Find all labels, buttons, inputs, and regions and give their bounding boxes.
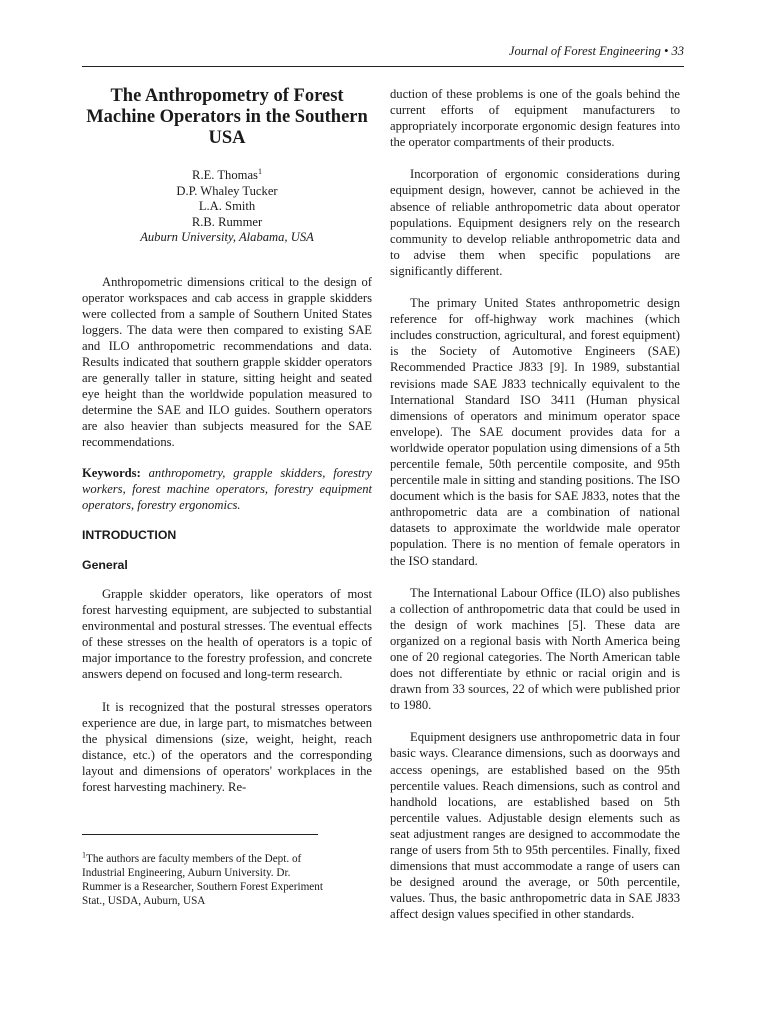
author-name: L.A. Smith bbox=[198, 199, 256, 213]
subsection-heading-general: General bbox=[82, 557, 128, 572]
footnote-marker: 1 bbox=[257, 166, 262, 176]
article-title: The Anthropometry of Forest Machine Operators in the Southern USA bbox=[86, 86, 368, 148]
body-paragraph: The International Labour Office (ILO) also publishes a collection of anthropometric data that could be used in the design of work machines [5]. These data are organized on a regional basis with North America being one of 20 regional categories. The North American table does not differentiate by ethnic or racial origin and is drawn from 33 sources, 22 of which were published prior to 1980. bbox=[390, 585, 680, 713]
body-paragraph: The primary United States anthropometric design reference for off-highway work machines (which includes construction, agricultural, and forest equipment) is the Society of Automotive Engineers (SAE) Recommended Practice J833 [9]. In 1989, substantial revisions made SAE J833 technically equivalent to the International Standard ISO 3411 (Human physical dimensions of operators and minimum operator space envelope). The SAE document provides data for a worldwide operator population using dimensions of a 5th percentile female, 50th percentile composite, and 95th percentile male in sitting and standing positions. The ISO document which is the basis for SAE J833, notes that the anthropometric data are a combination of national datasets to approximate the worldwide male operator population. There is no mention of female operators in the ISO standard. bbox=[390, 296, 680, 568]
footnote-marker: 1 bbox=[82, 850, 86, 860]
body-paragraph: It is recognized that the postural stresses operators experience are due, in large part, to mismatches between the physical dimensions (size, weight, height, reach distance, etc.) of the operators and the corresponding layout and dimensions of operators' workplaces in the forest harvesting machinery. Re- bbox=[82, 699, 372, 795]
body-paragraph: Grapple skidder operators, like operators of most forest harvesting equipment, are subjected to substantial environmental and postural stresses. The eventual effects of these stresses on the health of operators is a topic of major importance to the forestry profession, and concrete answers depend on focused and long-term research. bbox=[82, 587, 372, 682]
right-column bbox=[390, 86, 680, 939]
keywords bbox=[82, 465, 372, 513]
footnote bbox=[82, 852, 330, 908]
author-name: R.B. Rummer bbox=[191, 214, 263, 229]
body-paragraph: Incorporation of ergonomic considerations during equipment design, however, cannot be achieved in the absence of reliable anthropometric data about operator populations. Equipment designers rely on the research community to develop reliable anthropometric data and to advise them when specific populations are significantly different. bbox=[390, 167, 680, 278]
footnote-text: The authors are faculty members of the Dept. of Industrial Engineering, Auburn University. Dr. Rummer is a Researcher, Southern Forest Experiment Stat., USDA, Auburn, USA bbox=[82, 853, 323, 907]
keywords-label: Keywords: bbox=[82, 465, 141, 480]
body-paragraph-continued: duction of these problems is one of the goals behind the current efforts of equipment manufacturers to appropriately incorporate ergonomic design features into the operator compartments of their products. bbox=[390, 87, 680, 150]
author-name: D.P. Whaley Tucker bbox=[176, 183, 278, 198]
running-head: Journal of Forest Engineering • 33 bbox=[508, 44, 684, 58]
author-affiliation: Auburn University, Alabama, USA bbox=[140, 230, 314, 244]
page-header bbox=[82, 44, 684, 67]
keywords-text: anthropometry, grapple skidders, forestry workers, forest machine operators, forestry equipment operators, forestry ergonomics. bbox=[82, 465, 372, 512]
author-block bbox=[82, 168, 372, 246]
footnote-divider bbox=[82, 834, 318, 835]
left-column bbox=[82, 86, 372, 811]
abstract: Anthropometric dimensions critical to the design of operator workspaces and cab access in grapple skidders were collected from a sample of Southern United States loggers. The data were then compared to existing SAE and ILO anthropometric recommendations and data. Results indicated that southern grapple skidder operators are generally taller in stature, sitting height and seated eye height than the worldwide population measured to determine the SAE and ILO guides. Southern operators are also heavier than subjects measured for the SAE recommendations. bbox=[82, 274, 372, 450]
body-paragraph: Equipment designers use anthropometric data in four basic ways. Clearance dimensions, such as doorways and access openings, are established based on the 95th percentile values. Reach dimensions, such as control and handhold locations, are established based on 5th percentile values. Adjustable design elements such as seat adjustment ranges are designed to accommodate the range of users from 5th to 95th percentiles. Finally, fixed dimensions that must accommodate a range of users can be designed around the average, or 50th percentile, values. Thus, the basic anthropometric data in SAE J833 affect design values specified in other standards. bbox=[390, 730, 680, 922]
author-name: R.E. Thomas$^1$ bbox=[192, 166, 262, 182]
section-heading-introduction: INTRODUCTION bbox=[82, 527, 177, 542]
